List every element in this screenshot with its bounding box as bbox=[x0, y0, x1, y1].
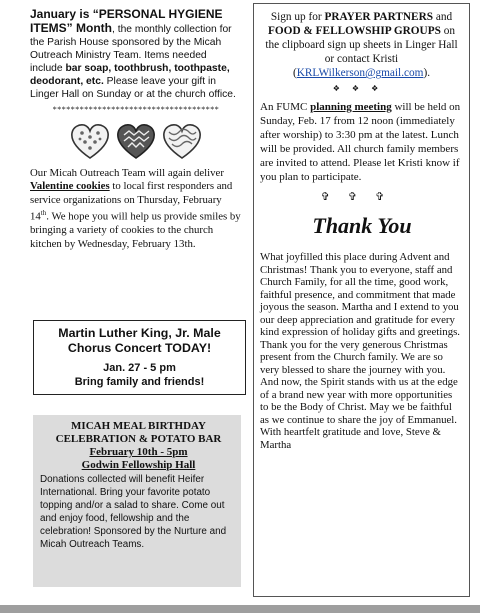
micah-meal-place: Godwin Fellowship Hall bbox=[81, 459, 196, 471]
page-footer-bar bbox=[0, 605, 480, 613]
heart-cookie-icon bbox=[116, 123, 156, 161]
diamond-divider-icon: ❖❖❖ bbox=[332, 84, 391, 93]
micah-meal-date: February 10th - 5pm bbox=[89, 446, 188, 458]
planning-meeting-notice: An FUMC planning meeting will be held on Sunday, Feb. 17 from 12 noon (immediately after worship) to 3:30 pm at the latest. Lunch will be provided. All church family members are invited to attend. Please let Kristi know if you plan to participate. bbox=[260, 101, 461, 183]
heart-cookie-icon bbox=[70, 123, 110, 161]
svg-text:Thank You: Thank You bbox=[311, 213, 412, 238]
valentine-cookies-label: Valentine cookies bbox=[30, 180, 110, 193]
concert-title: Martin Luther King, Jr. Male Chorus Concert TODAY! bbox=[58, 326, 221, 355]
contact-email-link[interactable]: KRLWilkerson@gmail.com bbox=[296, 67, 424, 79]
thank-you-heading bbox=[260, 208, 463, 247]
planning-meeting-label: planning meeting bbox=[310, 101, 392, 113]
concert-invite: Bring family and friends! bbox=[74, 376, 205, 388]
left-column bbox=[30, 8, 242, 251]
star-divider: ************************************* bbox=[52, 105, 220, 114]
concert-date: Jan. 27 - 5 pm bbox=[103, 362, 176, 374]
micah-meal-details: Donations collected will benefit Heifer International. Bring your favorite potato topping and/or a salad to share. Come out and enjoy food, fellowship and the celebration! Sponsored by the Nurture and Micah Outreach Teams. bbox=[40, 474, 227, 550]
hygiene-drive-notice: January is “PERSONAL HYGIENE ITEMS” Month, the monthly collection for the Parish House sponsored by the Micah Outreach Ministry Team. Items needed include bar soap, toothbrush, toothpaste, deodorant, etc. Please leave your gift in Linger Hall on Sunday or at the church office. bbox=[30, 7, 236, 100]
cross-divider-icon: ✞✞✞ bbox=[320, 191, 403, 203]
heart-cookie-icon bbox=[162, 123, 202, 161]
month-name: January bbox=[30, 7, 77, 21]
thank-you-script-heading bbox=[312, 208, 412, 242]
heart-cookies-illustration bbox=[30, 123, 242, 161]
needed-items: bar soap, toothbrush, toothpaste, deodorant, etc. bbox=[30, 63, 230, 87]
valentine-cookies-notice: Our Micah Outreach Team will again deliver Valentine cookies to local first responders and service organizations on Thursday, February 14th. We hope you will help us provide smiles by bringing a variety of cookies to the church kitchen by Wednesday, February 13th. bbox=[30, 167, 241, 250]
mlk-concert-box bbox=[33, 320, 246, 395]
micah-meal-heading: MICAH MEAL BIRTHDAY CELEBRATION & POTATO BAR bbox=[55, 420, 222, 445]
micah-meal-box bbox=[33, 415, 241, 587]
drive-title: “PERSONAL HYGIENE ITEMS” Month bbox=[30, 7, 223, 35]
right-column bbox=[253, 3, 470, 597]
thank-you-message: What joyfilled this place during Advent and Christmas! Thank you to everyone, staff and Church Family, for all the time, good work, faithful presence, and commitment that made joyous the season. Martha and I extend to you our deep appreciation and gratitude for every kind expression of holiday gifts and greetings. Thank you for the very generous Christmas present from the Church family. We are so very blessed to share the journey with you. And now, the Spirit stands with us at the edge of a brand new year with more opportunities to be the Body of Christ. May we be faithful as we continue to share the joy of Emmanuel. With heartfelt gratitude and love, Steve & Martha bbox=[260, 251, 461, 451]
prayer-partners-notice: Sign up for PRAYER PARTNERS and FOOD & FELLOWSHIP GROUPS on the clipboard sign up sheets in Linger Hall or contact Kristi (KRLWilkerson@gmail.com). bbox=[265, 11, 458, 79]
